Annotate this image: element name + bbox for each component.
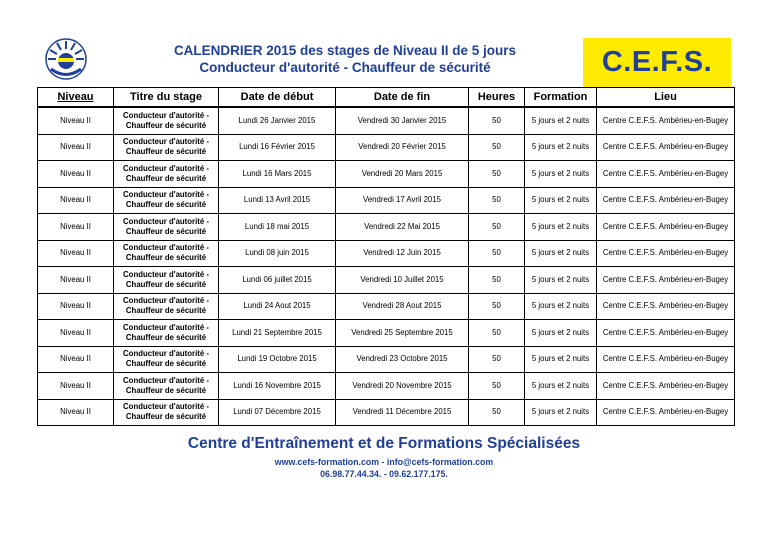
cell-lieu xyxy=(597,399,735,426)
cell-debut-text: Lundi 26 Janvier 2015 xyxy=(238,115,316,125)
brand-text: C.E.F.S. xyxy=(601,46,713,78)
cell-debut-text: Lundi 18 mai 2015 xyxy=(244,221,310,231)
cell-fin-text: Vendredi 11 Décembre 2015 xyxy=(352,407,452,417)
cell-lieu-text: Centre C.E.F.S. Ambérieu-en-Bugey xyxy=(602,407,729,417)
cell-fin xyxy=(336,134,469,161)
cell-heures xyxy=(469,134,525,161)
cell-niveau-text: Niveau II xyxy=(60,195,91,205)
cell-lieu-text: Centre C.E.F.S. Ambérieu-en-Bugey xyxy=(602,195,729,205)
cell-titre xyxy=(114,214,219,241)
col-header-lieu: Lieu xyxy=(597,88,735,108)
cell-lieu-text: Centre C.E.F.S. Ambérieu-en-Bugey xyxy=(602,142,729,152)
cell-formation-text: 5 jours et 2 nuits xyxy=(531,354,590,364)
cell-niveau-text: Niveau II xyxy=(60,380,91,390)
cell-titre-text: Conducteur d'autorité - xyxy=(123,243,209,253)
cell-fin xyxy=(336,187,469,214)
cell-niveau xyxy=(38,240,114,267)
cell-lieu-text: Centre C.E.F.S. Ambérieu-en-Bugey xyxy=(602,168,729,178)
cell-debut xyxy=(219,107,336,134)
cell-formation xyxy=(525,134,597,161)
cell-niveau-text: Niveau II xyxy=(60,221,91,231)
table-row xyxy=(38,240,735,267)
cell-titre-text: Conducteur d'autorité - xyxy=(123,269,209,279)
cell-debut-text: Lundi 21 Septembre 2015 xyxy=(232,327,322,337)
cell-niveau xyxy=(38,214,114,241)
cell-lieu xyxy=(597,320,735,347)
brand-logo xyxy=(583,38,731,87)
cell-heures-text: 50 xyxy=(492,380,501,390)
cell-fin xyxy=(336,161,469,188)
cell-titre xyxy=(114,161,219,188)
cell-heures-text: 50 xyxy=(492,327,501,337)
cell-debut xyxy=(219,373,336,400)
cell-fin-text: Vendredi 30 Janvier 2015 xyxy=(357,115,447,125)
cell-titre xyxy=(114,399,219,426)
cell-formation-text: 5 jours et 2 nuits xyxy=(531,168,590,178)
cell-titre xyxy=(114,320,219,347)
cell-lieu-text: Centre C.E.F.S. Ambérieu-en-Bugey xyxy=(602,248,729,258)
cell-titre-text: Conducteur d'autorité - xyxy=(123,375,209,385)
cell-debut-text: Lundi 19 Octobre 2015 xyxy=(237,354,317,364)
cell-formation-text: 5 jours et 2 nuits xyxy=(531,115,590,125)
cell-niveau-text: Niveau II xyxy=(60,115,91,125)
cell-heures xyxy=(469,399,525,426)
cell-debut xyxy=(219,320,336,347)
cell-formation xyxy=(525,346,597,373)
cell-debut xyxy=(219,399,336,426)
cell-fin-text: Vendredi 20 Novembre 2015 xyxy=(352,380,452,390)
col-header-formation: Formation xyxy=(525,88,597,108)
cell-fin-text: Vendredi 28 Aout 2015 xyxy=(362,301,442,311)
cell-lieu-text: Centre C.E.F.S. Ambérieu-en-Bugey xyxy=(602,354,729,364)
cell-heures xyxy=(469,187,525,214)
cell-lieu xyxy=(597,346,735,373)
cell-niveau-text: Niveau II xyxy=(60,248,91,258)
cell-formation xyxy=(525,240,597,267)
table-row xyxy=(38,134,735,161)
cell-formation-text: 5 jours et 2 nuits xyxy=(531,301,590,311)
col-header-titre: Titre du stage xyxy=(114,88,219,108)
cell-niveau-text: Niveau II xyxy=(60,407,91,417)
cell-niveau-text: Niveau II xyxy=(60,168,91,178)
cell-titre xyxy=(114,134,219,161)
cell-heures-text: 50 xyxy=(492,407,501,417)
cell-fin-text: Vendredi 25 Septembre 2015 xyxy=(351,327,453,337)
table-row xyxy=(38,293,735,320)
cell-titre xyxy=(114,187,219,214)
table-header-row xyxy=(38,88,735,108)
cell-lieu xyxy=(597,161,735,188)
cell-heures xyxy=(469,293,525,320)
cell-niveau xyxy=(38,267,114,294)
cell-formation xyxy=(525,161,597,188)
cell-formation xyxy=(525,293,597,320)
cell-debut xyxy=(219,187,336,214)
title-line-1: CALENDRIER 2015 des stages de Niveau II de 5 jours xyxy=(173,43,517,58)
cell-debut xyxy=(219,161,336,188)
cell-heures xyxy=(469,346,525,373)
table-row xyxy=(38,107,735,134)
cell-formation-text: 5 jours et 2 nuits xyxy=(531,142,590,152)
cell-debut-text: Lundi 07 Décembre 2015 xyxy=(233,407,321,417)
cell-titre-text: Chauffeur de sécurité xyxy=(125,332,207,342)
cell-heures xyxy=(469,267,525,294)
cell-titre-text: Conducteur d'autorité - xyxy=(123,402,209,412)
cell-lieu xyxy=(597,134,735,161)
footer-contact-phone: 06.98.77.44.34. - 09.62.177.175. xyxy=(320,469,448,479)
cell-titre-text: Chauffeur de sécurité xyxy=(125,147,207,157)
cell-lieu xyxy=(597,293,735,320)
cell-heures xyxy=(469,240,525,267)
cell-niveau-text: Niveau II xyxy=(60,301,91,311)
cell-formation-text: 5 jours et 2 nuits xyxy=(531,274,590,284)
cell-heures-text: 50 xyxy=(492,248,501,258)
cell-lieu-text: Centre C.E.F.S. Ambérieu-en-Bugey xyxy=(602,274,729,284)
cell-fin-text: Vendredi 17 Avril 2015 xyxy=(363,195,441,205)
cell-debut-text: Lundi 24 Aout 2015 xyxy=(243,301,311,311)
cell-titre-text: Conducteur d'autorité - xyxy=(123,190,209,200)
cell-titre xyxy=(114,373,219,400)
table-row xyxy=(38,373,735,400)
cell-fin-text: Vendredi 23 Octobre 2015 xyxy=(356,354,448,364)
cell-fin xyxy=(336,399,469,426)
cefs-emblem-icon xyxy=(45,38,87,80)
cell-debut xyxy=(219,293,336,320)
cell-formation xyxy=(525,373,597,400)
cell-formation-text: 5 jours et 2 nuits xyxy=(531,248,590,258)
cell-titre-text: Chauffeur de sécurité xyxy=(125,385,207,395)
cell-fin xyxy=(336,320,469,347)
cell-fin xyxy=(336,373,469,400)
table-row xyxy=(38,214,735,241)
cell-debut xyxy=(219,240,336,267)
cell-niveau xyxy=(38,134,114,161)
cell-fin-text: Vendredi 20 Février 2015 xyxy=(358,142,446,152)
cell-fin-text: Vendredi 22 Mai 2015 xyxy=(364,221,440,231)
cell-fin xyxy=(336,214,469,241)
cell-fin xyxy=(336,240,469,267)
cell-niveau-text: Niveau II xyxy=(60,354,91,364)
footer-contact-web: www.cefs-formation.com - info@cefs-formation.com xyxy=(274,457,494,467)
col-header-niveau: Niveau xyxy=(38,88,114,108)
table-row xyxy=(38,187,735,214)
cell-lieu-text: Centre C.E.F.S. Ambérieu-en-Bugey xyxy=(602,327,729,337)
schedule-table xyxy=(37,87,735,426)
cell-titre-text: Conducteur d'autorité - xyxy=(123,163,209,173)
col-header-heures: Heures xyxy=(469,88,525,108)
document-title xyxy=(130,42,560,76)
cell-debut-text: Lundi 06 juillet 2015 xyxy=(242,274,312,284)
cell-lieu xyxy=(597,267,735,294)
cell-titre-text: Chauffeur de sécurité xyxy=(125,306,207,316)
cell-fin xyxy=(336,346,469,373)
cell-fin-text: Vendredi 10 Juillet 2015 xyxy=(360,274,444,284)
cell-fin xyxy=(336,293,469,320)
cell-titre-text: Conducteur d'autorité - xyxy=(123,349,209,359)
cell-debut xyxy=(219,267,336,294)
cell-niveau xyxy=(38,346,114,373)
col-header-debut: Date de début xyxy=(219,88,336,108)
cell-titre-text: Chauffeur de sécurité xyxy=(125,120,207,130)
cell-titre-text: Chauffeur de sécurité xyxy=(125,412,207,422)
cell-titre-text: Conducteur d'autorité - xyxy=(123,322,209,332)
cell-formation xyxy=(525,267,597,294)
cell-titre-text: Chauffeur de sécurité xyxy=(125,226,207,236)
cell-formation-text: 5 jours et 2 nuits xyxy=(531,195,590,205)
cell-titre xyxy=(114,293,219,320)
cell-debut-text: Lundi 16 Février 2015 xyxy=(239,142,315,152)
cell-heures-text: 50 xyxy=(492,301,501,311)
cell-lieu-text: Centre C.E.F.S. Ambérieu-en-Bugey xyxy=(602,115,729,125)
cell-heures-text: 50 xyxy=(492,274,501,284)
cell-formation xyxy=(525,187,597,214)
cell-formation xyxy=(525,107,597,134)
cell-titre-text: Chauffeur de sécurité xyxy=(125,200,207,210)
cell-debut-text: Lundi 16 Novembre 2015 xyxy=(233,380,321,390)
cell-niveau-text: Niveau II xyxy=(60,142,91,152)
cell-fin xyxy=(336,107,469,134)
cell-heures-text: 50 xyxy=(492,168,501,178)
cell-lieu xyxy=(597,214,735,241)
cell-titre xyxy=(114,346,219,373)
cell-debut xyxy=(219,346,336,373)
cell-debut-text: Lundi 08 juin 2015 xyxy=(245,248,309,258)
cell-niveau-text: Niveau II xyxy=(60,274,91,284)
cell-niveau xyxy=(38,373,114,400)
col-header-fin: Date de fin xyxy=(336,88,469,108)
cell-heures-text: 50 xyxy=(492,142,501,152)
cell-lieu-text: Centre C.E.F.S. Ambérieu-en-Bugey xyxy=(602,301,729,311)
table-row xyxy=(38,399,735,426)
cell-lieu xyxy=(597,107,735,134)
cell-lieu xyxy=(597,373,735,400)
cell-titre-text: Chauffeur de sécurité xyxy=(125,279,207,289)
cell-formation xyxy=(525,399,597,426)
cell-niveau xyxy=(38,107,114,134)
cell-heures-text: 50 xyxy=(492,115,501,125)
title-line-2: Conducteur d'autorité - Chauffeur de sécurité xyxy=(199,60,491,75)
cell-formation-text: 5 jours et 2 nuits xyxy=(531,221,590,231)
cell-niveau xyxy=(38,187,114,214)
cell-heures xyxy=(469,107,525,134)
cell-formation xyxy=(525,320,597,347)
cell-debut xyxy=(219,214,336,241)
cell-niveau xyxy=(38,293,114,320)
cell-lieu xyxy=(597,187,735,214)
cell-lieu-text: Centre C.E.F.S. Ambérieu-en-Bugey xyxy=(602,221,729,231)
cell-formation xyxy=(525,214,597,241)
cell-niveau xyxy=(38,399,114,426)
cell-heures xyxy=(469,214,525,241)
cell-heures xyxy=(469,320,525,347)
cell-lieu-text: Centre C.E.F.S. Ambérieu-en-Bugey xyxy=(602,380,729,390)
cell-lieu xyxy=(597,240,735,267)
cell-formation-text: 5 jours et 2 nuits xyxy=(531,327,590,337)
cell-fin-text: Vendredi 12 Juin 2015 xyxy=(363,248,441,258)
cell-debut xyxy=(219,134,336,161)
cell-heures xyxy=(469,161,525,188)
cell-niveau xyxy=(38,320,114,347)
cell-fin xyxy=(336,267,469,294)
cell-heures-text: 50 xyxy=(492,354,501,364)
cell-debut-text: Lundi 16 Mars 2015 xyxy=(242,168,312,178)
cell-heures-text: 50 xyxy=(492,195,501,205)
table-row xyxy=(38,346,735,373)
cell-titre xyxy=(114,107,219,134)
cell-niveau xyxy=(38,161,114,188)
cell-debut-text: Lundi 13 Avril 2015 xyxy=(243,195,311,205)
table-row xyxy=(38,320,735,347)
cell-titre xyxy=(114,240,219,267)
footer-org-name: Centre d'Entraînement et de Formations Spécialisées xyxy=(187,435,581,452)
cell-fin-text: Vendredi 20 Mars 2015 xyxy=(361,168,443,178)
cell-titre-text: Chauffeur de sécurité xyxy=(125,359,207,369)
cell-heures-text: 50 xyxy=(492,221,501,231)
cell-formation-text: 5 jours et 2 nuits xyxy=(531,380,590,390)
cell-titre xyxy=(114,267,219,294)
cell-titre-text: Conducteur d'autorité - xyxy=(123,216,209,226)
table-row xyxy=(38,161,735,188)
cell-titre-text: Conducteur d'autorité - xyxy=(123,110,209,120)
cell-heures xyxy=(469,373,525,400)
cell-titre-text: Conducteur d'autorité - xyxy=(123,137,209,147)
cell-titre-text: Chauffeur de sécurité xyxy=(125,173,207,183)
cell-niveau-text: Niveau II xyxy=(60,327,91,337)
cell-titre-text: Chauffeur de sécurité xyxy=(125,253,207,263)
cell-formation-text: 5 jours et 2 nuits xyxy=(531,407,590,417)
cell-titre-text: Conducteur d'autorité - xyxy=(123,296,209,306)
table-row xyxy=(38,267,735,294)
